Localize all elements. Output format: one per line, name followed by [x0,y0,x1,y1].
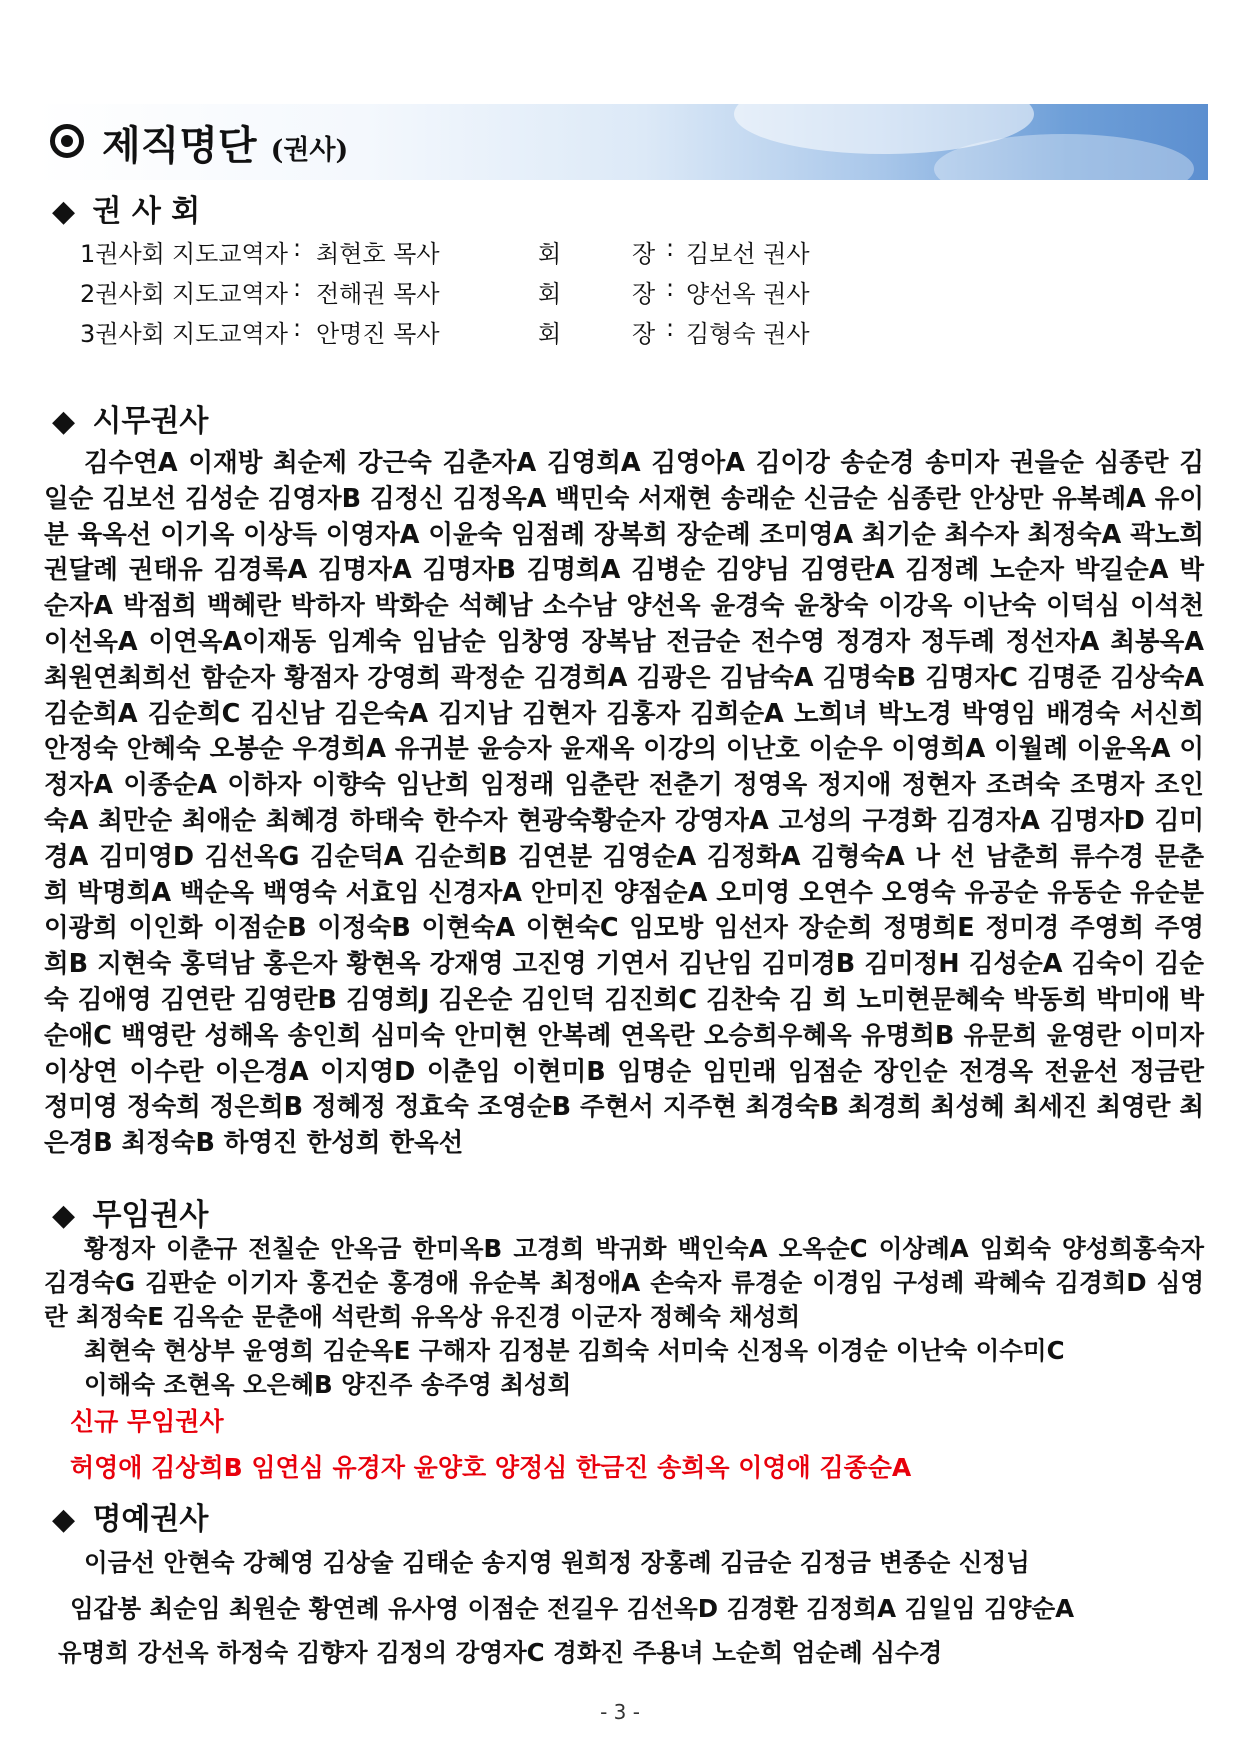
new-retired-names: 허영애 김상희B 임연심 유경자 윤양호 양정심 한금진 송희옥 이영애 김종순A [70,1453,912,1482]
diamond-bullet-icon: ◆ [52,194,76,229]
active-names: 김수연A 이재방 최순제 강근숙 김춘자A 김영희A 김영아A 김이강 송순경 송미자 권을순 심종란 김일순 김보선 김성순 김영자B 김정신 김정옥A 백민숙 서재현 송래순 신금순 심종란 안상만 유복례A 유이분 육옥선 이기옥 이상득 이영자A 이윤숙 임점례 장복희 장순례 조미영A 최기순 최수자 최정숙A 곽노희 권달례 권태유 김경록A 김명자A 김명자B 김명희A 김병순 김양님 김영란A 김정례 노순자 박길순A 박순자A 박점희 백혜란 박하자 박화순 석혜남 소수남 양선옥 윤경숙 윤창숙 이강옥 이난숙 이덕심 이석천 이선옥A 이연옥A이재동 임계숙 임남순 임창영 장복남 전금순 전수영 정경자 정두례 정선자A 최봉옥A 최원연최희선 함순자 황점자 강영희 곽정순 김경희A 김광은 김남숙A 김명숙B 김명자C 김명준 김상숙A 김순희A 김순희C 김신남 김은숙A 김지남 김현자 김홍자 김희순A 노희녀 박노경 박영임 배경숙 서신희 안정숙 안혜숙 오봉순 우경희A 유귀분 윤승자 윤재옥 이강의 이난호 이순우 이영희A 이월례 이윤옥A 이정자A 이종순A 이하자 이향숙 임난희 임정래 임춘란 전춘기 정영옥 정지애 정현자 조려숙 조명자 조인숙A 최만순 최애순 최혜경 하태숙 한수자 현광숙황순자 강영자A 고성의 구경화 김경자A 김명자D 김미경A 김미영D 김선옥G 김순덕A 김순희B 김연분 김영순A 김정화A 김형숙A 나 선 남춘희 류수경 문춘희 박명희A 백순옥 백영숙 서효임 신경자A 안미진 양점순A 오미영 오연수 오영숙 유공순 유동순 유순분 이광희 이인화 이점순B 이정숙B 이현숙A 이현숙C 임모방 임선자 장순희 정명희E 정미경 주영희 주영희B 지현숙 홍덕남 홍은자 황현옥 강재영 고진영 기연서 김난임 김미경B 김미정H 김성순A 김숙이 김순숙 김애영 김연란 김영란B 김영희J 김온순 김인덕 김진희C 김찬숙 김 희 노미현문혜숙 박동희 박미애 박순애C 백영란 성해옥 송인희 심미숙 안미현 안복례 연옥란 오승희우혜옥 유명희B 유문희 윤영란 이미자 이상연 이수란 이은경A 이지영D 이춘임 이현미B 임명순 임민래 임점순 장인순 전경옥 전윤선 정금란 정미영 정숙희 정은희B 정혜정 정효숙 조영순B 주현서 지주현 최경숙B 최경희 최성혜 최세진 최영란 최은경B 최정숙B 하영진 한성희 한옥선 [44,448,1205,1159]
colon: : [293,234,302,262]
section-heading-active [52,396,208,440]
colon: : [666,234,675,262]
council-group: 2권사회 [80,280,165,308]
honorary-names-line: 이금선 안현숙 강혜영 김상술 김태순 송지영 원희정 장홍례 김금순 김정금 변종순 신정님 [84,1548,1030,1577]
heading-text: 명예권사 [92,1502,209,1537]
bullseye-icon [50,124,84,158]
council-chair: 양선옥 권사 [686,280,810,308]
council-role: 지도교역자 [172,320,288,348]
chair-title-char: 회 [538,240,562,268]
diamond-bullet-icon: ◆ [52,404,76,439]
diamond-bullet-icon: ◆ [52,1198,76,1233]
page-title [84,114,348,171]
retired-names: 황정자 이춘규 전칠순 안옥금 한미옥B 고경희 박귀화 백인숙A 오옥순C 이상례A 임회숙 양성희홍숙자 김경숙G 김판순 이기자 홍건순 홍경애 유순복 최정애A 손숙자 류경순 이경임 구성례 곽혜숙 김경희D 심영란 최정숙E 김옥순 문춘애 석란희 유옥상 유진경 이군자 정혜숙 채성희 [44,1234,1204,1331]
section-heading-retired [52,1190,208,1234]
new-retired-label: 신규 무임권사 [70,1407,224,1436]
honorary-names-line: 임갑봉 최순임 최원순 황연례 유사영 이점순 전길우 김선옥D 김경환 김정희A 김일임 김양순A [70,1594,1075,1623]
diamond-bullet-icon: ◆ [52,1502,76,1537]
council-role: 지도교역자 [172,240,288,268]
title-banner [34,104,1208,180]
council-pastor: 전해권 목사 [316,280,440,308]
retired-names-line: 이해숙 조현옥 오은혜B 양진주 송주영 최성희 [84,1370,572,1399]
colon: : [293,274,302,302]
chair-title-char: 장 [632,280,656,308]
council-group: 1권사회 [80,240,165,268]
honorary-names-line: 유명희 강선옥 하정숙 김향자 김정의 강영자C 경화진 주용녀 노순희 엄순례 심수경 [58,1638,943,1667]
page-number: - 3 - [600,1700,640,1724]
council-chair: 김보선 권사 [686,240,810,268]
council-role: 지도교역자 [172,280,288,308]
chair-title-char: 장 [632,320,656,348]
section-heading-honorary [52,1494,208,1538]
council-chair: 김형숙 권사 [686,320,810,348]
chair-title-char: 회 [538,320,562,348]
heading-text: 무임권사 [92,1198,209,1233]
colon: : [293,314,302,342]
section-heading-council [52,186,200,230]
title-sub: (권사) [270,135,349,166]
council-pastor: 안명진 목사 [316,320,440,348]
council-pastor: 최현호 목사 [316,240,440,268]
colon: : [666,314,675,342]
heading-text: 시무권사 [92,404,209,439]
chair-title-char: 회 [538,280,562,308]
chair-title-char: 장 [632,240,656,268]
retired-names-line: 최현숙 현상부 윤영희 김순옥E 구해자 김정분 김희숙 서미숙 신정옥 이경순 이난숙 이수미C [84,1336,1065,1365]
title-main: 제직명단 [102,122,257,169]
heading-text: 권 사 회 [92,194,201,229]
council-group: 3권사회 [80,320,165,348]
colon: : [666,274,675,302]
